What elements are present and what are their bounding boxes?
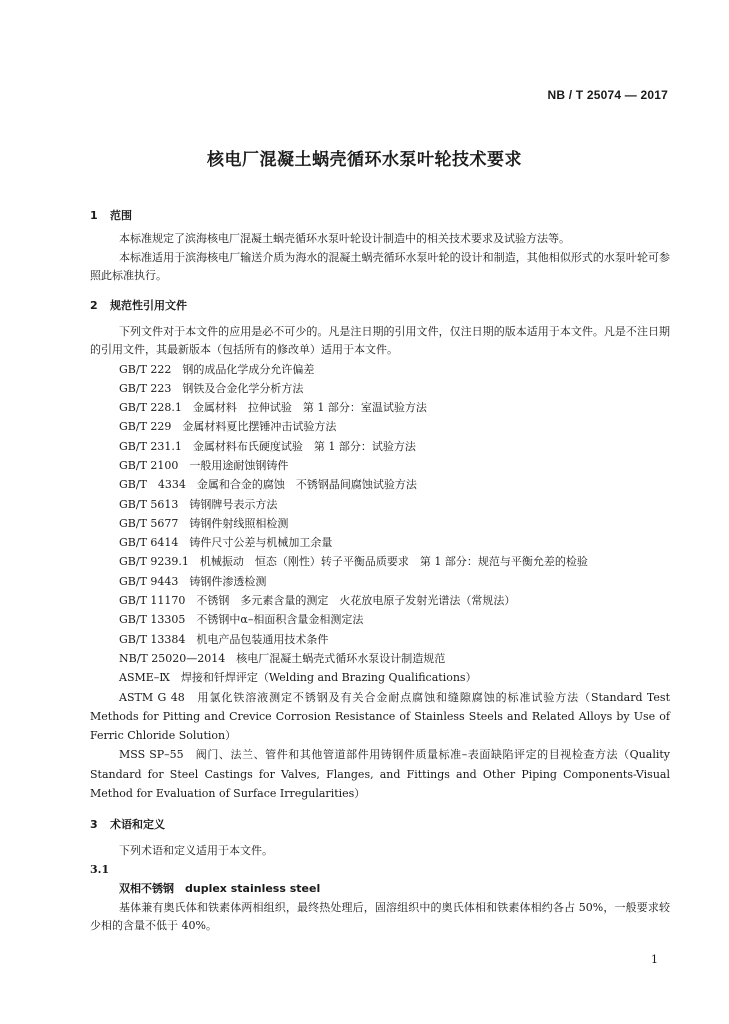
paragraph: 本标准规定了滨海核电厂混凝土蜗壳循环水泵叶轮设计制造中的相关技术要求及试验方法等。 <box>119 232 570 245</box>
section-3-heading <box>90 817 670 833</box>
section-title: 术语和定义 <box>110 818 165 832</box>
standard-number: NB / T 25074 — 2017 <box>547 88 668 102</box>
paragraph: 下列术语和定义适用于本文件。 <box>119 844 273 858</box>
term-definition: 基体兼有奥氏体和铁素体两相组织，最终热处理后，固溶组织中的奥氏体相和铁素体相约各占 50%，一般要求较少相的含量不低于 40%。 <box>90 900 670 933</box>
reference-item: GB/T 5613 铸钢牌号表示方法 <box>119 497 278 511</box>
reference-list <box>90 360 670 804</box>
reference-item: GB/T 2100 一般用途耐蚀钢铸件 <box>119 458 289 472</box>
document-title: 核电厂混凝土蜗壳循环水泵叶轮技术要求 <box>207 150 522 170</box>
paragraph: 下列文件对于本文件的应用是必不可少的。凡是注日期的引用文件，仅注日期的版本适用于本文件。凡是不注日期的引用文件，其最新版本（包括所有的修改单）适用于本文件。 <box>90 324 670 356</box>
reference-item: GB/T 228.1 金属材料 拉伸试验 第 1 部分：室温试验方法 <box>119 401 427 415</box>
section-number: 3 <box>90 818 98 832</box>
term-heading: 双相不锈钢 duplex stainless steel <box>119 881 321 895</box>
reference-item-long: MSS SP–55 阀门、法兰、管件和其他管道部件用铸钢件质量标准–表面缺陷评定的目视检查方法（Quality Standard for Steel Castings for Valves, Flanges, and Fittings and Other Piping Components-Visual Method for Evaluation of Surface Irregularities） <box>90 748 670 801</box>
paragraph: 本标准适用于滨海核电厂输送介质为海水的混凝土蜗壳循环水泵叶轮的设计和制造，其他相似形式的水泵叶轮可参照此标准执行。 <box>90 250 670 282</box>
reference-item: GB/T 229 金属材料夏比摆锤冲击试验方法 <box>119 420 337 434</box>
section-1-heading <box>90 208 670 224</box>
reference-item: GB/T 5677 铸钢件射线照相检测 <box>119 516 289 530</box>
section-2-heading <box>90 298 670 314</box>
section-title: 规范性引用文件 <box>110 298 187 312</box>
reference-item: GB/T 13305 不锈钢中α–相面积含量金相测定法 <box>119 613 364 627</box>
reference-item: GB/T 222 钢的成品化学成分允许偏差 <box>119 362 315 376</box>
reference-item: GB/T 13384 机电产品包装通用技术条件 <box>119 632 329 646</box>
reference-item: GB/T 4334 金属和合金的腐蚀 不锈钢晶间腐蚀试验方法 <box>119 478 417 492</box>
reference-item: GB/T 11170 不锈钢 多元素含量的测定 火花放电原子发射光谱法（常规法） <box>119 594 516 608</box>
reference-item: GB/T 231.1 金属材料布氏硬度试验 第 1 部分：试验方法 <box>119 439 416 453</box>
document-body <box>90 208 670 936</box>
section-number: 2 <box>90 298 98 312</box>
reference-item: ASME–Ⅸ 焊接和钎焊评定（Welding and Brazing Qualifications） <box>119 671 477 685</box>
reference-item: GB/T 6414 铸件尺寸公差与机械加工余量 <box>119 536 333 550</box>
reference-item: NB/T 25020—2014 核电厂混凝土蜗壳式循环水泵设计制造规范 <box>119 651 446 665</box>
reference-item: GB/T 9239.1 机械振动 恒态（刚性）转子平衡品质要求 第 1 部分：规范与平衡允差的检验 <box>119 555 588 569</box>
reference-item: GB/T 223 钢铁及合金化学分析方法 <box>119 381 304 395</box>
section-title: 范围 <box>110 209 132 222</box>
reference-item-long: ASTM G 48 用氯化铁溶液测定不锈钢及有关合金耐点腐蚀和缝隙腐蚀的标准试验方法（Standard Test Methods for Pitting and Crevice Corrosion Resistance of Stainless Steels and Related Alloys by Use of Ferric Chloride Solution） <box>90 690 670 743</box>
reference-item: GB/T 9443 铸钢件渗透检测 <box>119 574 267 588</box>
section-number: 1 <box>90 209 98 222</box>
page-number: 1 <box>651 953 658 966</box>
subsection-number: 3.1 <box>90 862 110 876</box>
